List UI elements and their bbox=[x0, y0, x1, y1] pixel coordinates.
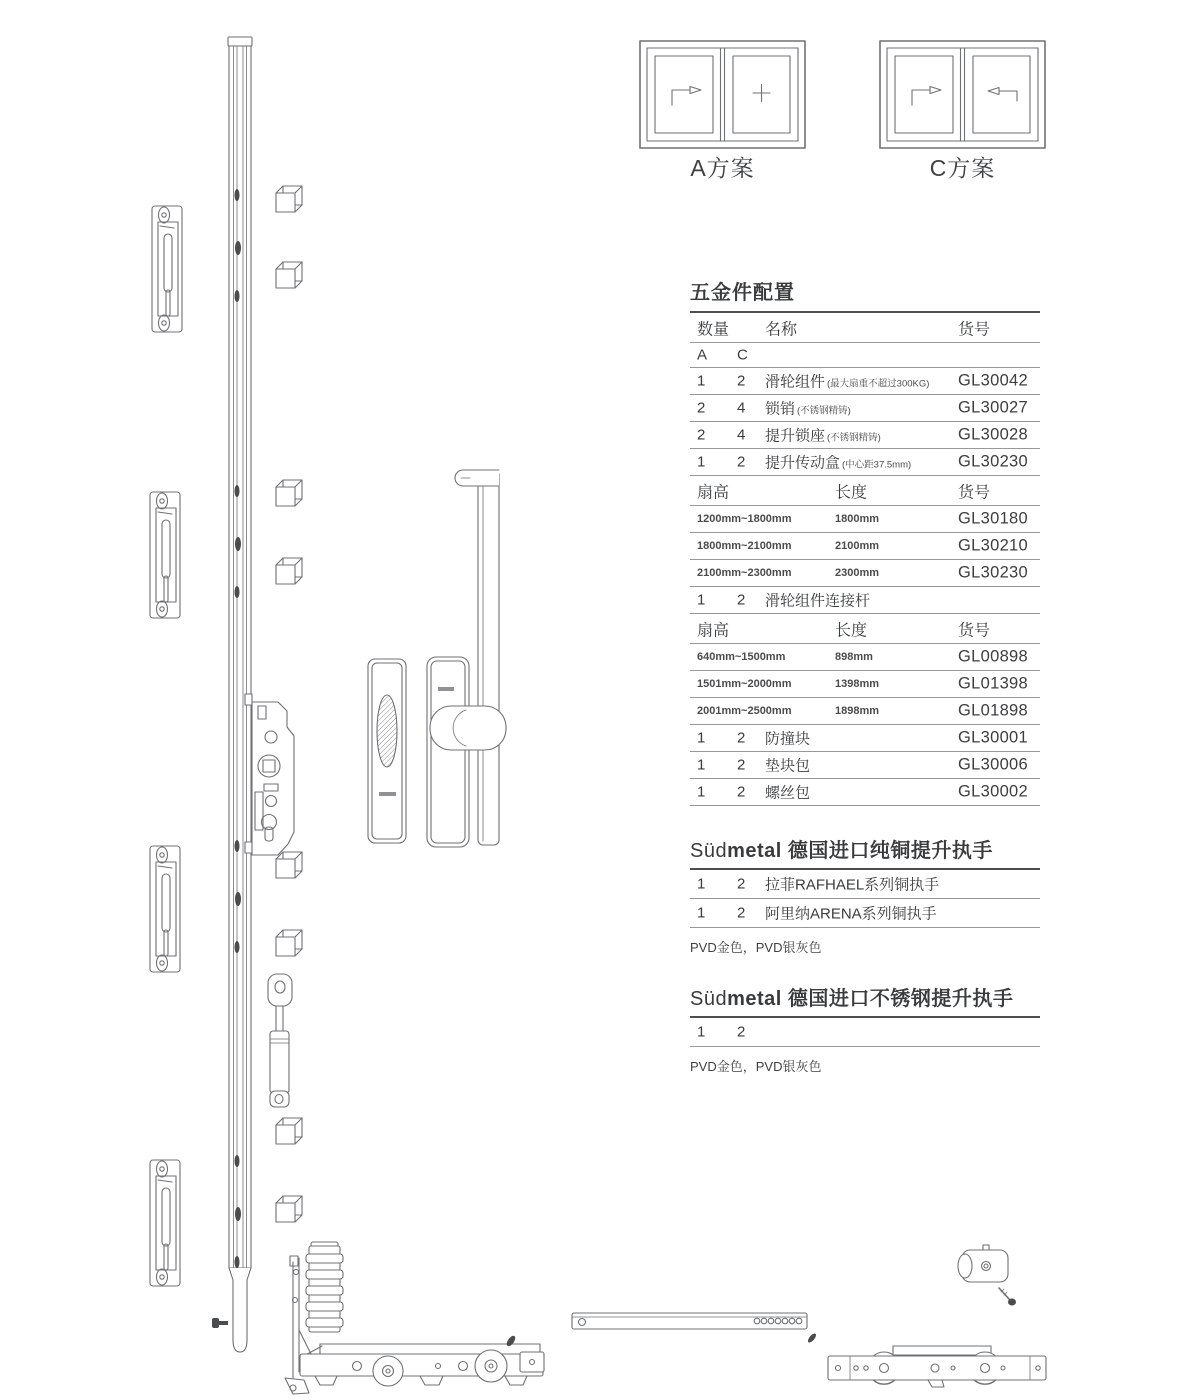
scheme-c-label: C方案 bbox=[929, 155, 996, 181]
length-value: 1800mm bbox=[835, 513, 880, 525]
sash-range: 1800mm~2100mm bbox=[697, 540, 792, 552]
col-qty: 数量 bbox=[697, 321, 730, 338]
table-subheader-ac bbox=[690, 343, 1040, 368]
table-size-row bbox=[690, 560, 1040, 587]
qty-a: 1 bbox=[697, 756, 706, 774]
clip-block-drawing bbox=[276, 852, 302, 878]
qty-c: 4 bbox=[737, 399, 746, 417]
item-note: (最大扇重不超过300KG) bbox=[827, 378, 930, 390]
item-code: GL30027 bbox=[958, 398, 1028, 417]
sash-range: 640mm~1500mm bbox=[697, 651, 786, 663]
brand-logo bbox=[379, 792, 396, 796]
table-item-row bbox=[690, 449, 1040, 476]
qty-c: 4 bbox=[737, 426, 746, 444]
item-name: 滑轮组件连接杆 bbox=[765, 592, 871, 610]
table-size-row bbox=[690, 533, 1040, 560]
keeper-plate-drawing bbox=[150, 846, 180, 972]
roller-carriage-right-drawing bbox=[828, 1346, 1046, 1387]
item-name: 提升传动盒 (中心距37.5mm) bbox=[765, 454, 912, 472]
gearbox-drawing bbox=[245, 694, 294, 855]
table-size-row bbox=[690, 671, 1040, 698]
item-code: GL30230 bbox=[958, 563, 1028, 582]
brand-sud: Süd bbox=[690, 840, 728, 862]
item-code: GL30180 bbox=[958, 509, 1028, 528]
qty-c: 2 bbox=[737, 783, 746, 801]
finish-note: PVD金色，PVD银灰色 bbox=[690, 1059, 822, 1074]
table-size-row bbox=[690, 698, 1040, 725]
col-a: A bbox=[697, 346, 708, 364]
col-sash-height: 扇高 bbox=[697, 622, 730, 639]
lift-handle-drawing bbox=[427, 470, 506, 847]
length-value: 1398mm bbox=[835, 678, 880, 690]
item-name: 防撞块 bbox=[765, 730, 811, 748]
slide-right-arrow-icon bbox=[912, 87, 941, 106]
qty-a: 1 bbox=[697, 1023, 706, 1041]
item-code: GL30006 bbox=[958, 755, 1028, 774]
qty-a: 1 bbox=[697, 591, 706, 609]
sash-range: 1501mm~2000mm bbox=[697, 678, 792, 690]
col-code: 货号 bbox=[958, 622, 991, 639]
qty-a: 2 bbox=[697, 426, 706, 444]
item-code: GL30230 bbox=[958, 452, 1028, 471]
col-length: 长度 bbox=[835, 622, 868, 639]
table-subheader-row bbox=[690, 476, 1040, 506]
qty-c: 2 bbox=[737, 591, 746, 609]
screw-drawing bbox=[212, 1318, 228, 1328]
item-code: GL30028 bbox=[958, 425, 1028, 444]
section-title bbox=[690, 834, 1040, 870]
brand-sud: Süd bbox=[690, 988, 728, 1010]
table-header-row bbox=[690, 313, 1040, 343]
item-code: GL30042 bbox=[958, 371, 1028, 390]
fixed-plus-icon bbox=[753, 85, 770, 102]
keeper-plate-drawing bbox=[152, 206, 182, 332]
item-name: 提升锁座 (不锈钢精铸) bbox=[765, 427, 881, 445]
qty-a: 1 bbox=[697, 372, 706, 390]
qty-c: 2 bbox=[737, 453, 746, 471]
item-name: 垫块包 bbox=[765, 757, 811, 775]
section-row bbox=[690, 870, 1040, 899]
section-row bbox=[690, 899, 1040, 928]
clip-block-drawing bbox=[276, 480, 302, 506]
section-title-text: 德国进口不锈钢提升执手 bbox=[781, 988, 1014, 1010]
item-code: GL30001 bbox=[958, 728, 1028, 747]
table-item-row bbox=[690, 725, 1040, 752]
length-value: 1898mm bbox=[835, 705, 880, 717]
section-rows-0 bbox=[690, 870, 1040, 928]
length-value: 2300mm bbox=[835, 567, 880, 579]
clip-block-drawing bbox=[276, 186, 302, 212]
table-size-row bbox=[690, 644, 1040, 671]
screw-drawing bbox=[999, 1288, 1016, 1306]
brass-handle-section bbox=[690, 834, 1040, 956]
length-value: 898mm bbox=[835, 651, 873, 663]
item-code: GL00898 bbox=[958, 647, 1028, 666]
brand-metal: metal bbox=[727, 840, 782, 862]
table-item-row bbox=[690, 587, 1040, 614]
clip-block-drawing bbox=[276, 1196, 302, 1222]
end-cap-drawing bbox=[958, 1245, 1008, 1282]
qty-c: 2 bbox=[737, 756, 746, 774]
handle-name: 阿里纳ARENA系列铜执手 bbox=[765, 905, 937, 923]
keeper-plate-drawing bbox=[150, 1160, 180, 1286]
scheme-a-diagram bbox=[640, 41, 805, 148]
scheme-a-label: A方案 bbox=[690, 155, 755, 181]
qty-c: 2 bbox=[737, 904, 746, 922]
sash-range: 1200mm~1800mm bbox=[697, 513, 792, 525]
qty-a: 1 bbox=[697, 453, 706, 471]
slide-right-arrow-icon bbox=[672, 87, 701, 106]
item-name: 锁销 (不锈钢精铸) bbox=[765, 400, 851, 418]
stainless-handle-section bbox=[690, 982, 1040, 1075]
length-value: 2100mm bbox=[835, 540, 880, 552]
connecting-rod-drawing bbox=[572, 1313, 817, 1344]
item-code: GL01398 bbox=[958, 674, 1028, 693]
col-code: 货号 bbox=[958, 321, 991, 338]
qty-a: 1 bbox=[697, 904, 706, 922]
item-code: GL01898 bbox=[958, 701, 1028, 720]
keeper-plate-drawing bbox=[150, 492, 180, 618]
corner-drive-left-drawing bbox=[212, 1242, 544, 1394]
table-item-row bbox=[690, 752, 1040, 779]
section-title bbox=[690, 982, 1040, 1018]
col-length: 长度 bbox=[835, 484, 868, 501]
slide-left-arrow-icon bbox=[988, 88, 1017, 102]
qty-c: 2 bbox=[737, 1023, 746, 1041]
col-code: 货号 bbox=[958, 484, 991, 501]
hardware-rows bbox=[690, 368, 1040, 806]
table-item-row bbox=[690, 395, 1040, 422]
col-c: C bbox=[737, 346, 748, 364]
handle-name: 拉菲RAFHAEL系列铜执手 bbox=[765, 876, 940, 894]
sash-range: 2100mm~2300mm bbox=[697, 567, 792, 579]
item-code: GL30210 bbox=[958, 536, 1028, 555]
item-note: (不锈钢精铸) bbox=[827, 432, 881, 444]
section-title-text: 德国进口纯铜提升执手 bbox=[781, 840, 993, 862]
table-item-row bbox=[690, 368, 1040, 395]
item-code: GL30002 bbox=[958, 782, 1028, 801]
brand-metal: metal bbox=[727, 988, 782, 1010]
col-name: 名称 bbox=[765, 321, 798, 338]
item-note: (中心距37.5mm) bbox=[842, 459, 912, 471]
qty-a: 1 bbox=[697, 729, 706, 747]
item-name: 螺丝包 bbox=[765, 784, 811, 802]
brand-logo bbox=[438, 687, 454, 691]
finish-note: PVD金色，PVD银灰色 bbox=[690, 940, 822, 955]
flush-pull-handle-drawing bbox=[368, 659, 406, 843]
clip-block-drawing bbox=[276, 1118, 302, 1144]
sash-range: 2001mm~2500mm bbox=[697, 705, 792, 717]
qty-a: 1 bbox=[697, 875, 706, 893]
table-subheader-row bbox=[690, 614, 1040, 644]
qty-a: 1 bbox=[697, 783, 706, 801]
section-rows-1 bbox=[690, 1018, 1040, 1047]
clip-block-drawing bbox=[276, 262, 302, 288]
qty-a: 2 bbox=[697, 399, 706, 417]
item-name: 滑轮组件 (最大扇重不超过300KG) bbox=[765, 373, 930, 391]
clip-block-drawing bbox=[276, 930, 302, 956]
col-sash-height: 扇高 bbox=[697, 484, 730, 501]
gas-strut-drawing bbox=[268, 974, 292, 1107]
section-row bbox=[690, 1018, 1040, 1047]
table-item-row bbox=[690, 779, 1040, 806]
scheme-c-diagram bbox=[880, 41, 1045, 148]
hardware-table bbox=[690, 276, 1040, 806]
table-title: 五金件配置 bbox=[690, 276, 1040, 313]
qty-c: 2 bbox=[737, 875, 746, 893]
table-size-row bbox=[690, 506, 1040, 533]
qty-c: 2 bbox=[737, 729, 746, 747]
qty-c: 2 bbox=[737, 372, 746, 390]
clip-block-drawing bbox=[276, 558, 302, 584]
table-item-row bbox=[690, 422, 1040, 449]
item-note: (不锈钢精铸) bbox=[797, 405, 851, 417]
